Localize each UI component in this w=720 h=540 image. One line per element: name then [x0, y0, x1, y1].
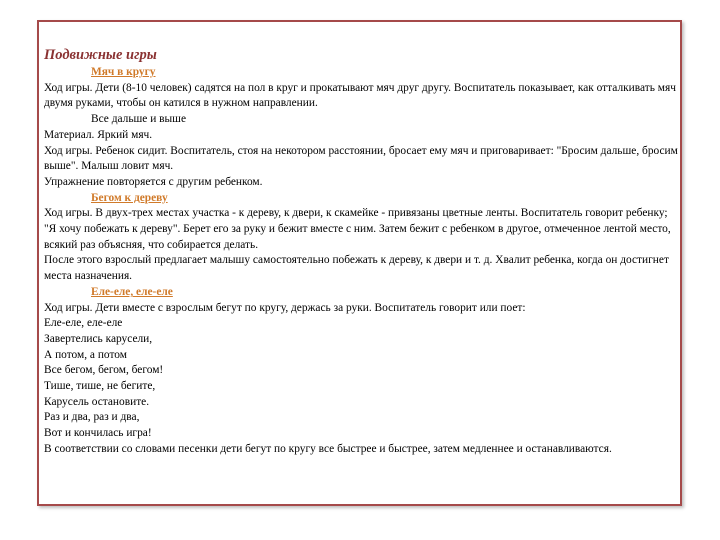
slide-frame — [37, 20, 682, 506]
game3-followup: После этого взрослый предлагает малышу самостоятельно побежать к дереву, к двери и т. д. Хвалит ребенка, когда он достигнет места назначения. — [44, 254, 669, 283]
verse-line: Раз и два, раз и два, — [44, 411, 140, 424]
verse-line: А потом, а потом — [44, 348, 127, 361]
verse-line: Тише, тише, не бегите, — [44, 380, 156, 393]
game2-repeat: Упражнение повторяется с другим ребенком. — [44, 175, 263, 188]
page-title: Подвижные игры — [44, 47, 157, 63]
game2-material: Материал. Яркий мяч. — [44, 128, 153, 141]
game2-description: Ход игры. Ребенок сидит. Воспитатель, стоя на некотором расстоянии, бросает ему мяч и приговаривает: "Бросим дальше, бросим выше". Малыш ловит мяч. — [44, 144, 678, 173]
slide-content — [44, 46, 679, 458]
game4-conclusion: В соответствии со словами песенки дети бегут по кругу все быстрее и быстрее, затем медленнее и останавливаются. — [44, 442, 612, 455]
game3-description: Ход игры. В двух-трех местах участка - к дереву, к двери, к скамейке - привязаны цветные ленты. Воспитатель говорит ребенку; "Я хочу побежать к дереву". Берет его за руку и бежит вместе с ним. Затем бежит с ребенком в другое, отмеченное лентой место, всякий раз объясняя, что собирается делать. — [44, 207, 671, 251]
verse-line: Вот и кончилась игра! — [44, 427, 152, 440]
game-heading-ball-in-circle: Мяч в кругу — [91, 66, 156, 78]
verse-line: Завертелись карусели, — [44, 332, 153, 345]
game4-description: Ход игры. Дети вместе с взрослым бегут по кругу, держась за руки. Воспитатель говорит или поет: — [44, 301, 526, 314]
game-heading-farther-higher: Все дальше и выше — [91, 113, 187, 126]
verse-line: Все бегом, бегом, бегом! — [44, 364, 164, 377]
game1-description: Ход игры. Дети (8-10 человек) садятся на пол в круг и прокатывают мяч друг другу. Воспитатель показывает, как отталкивать мяч двумя руками, чтобы он катился в нужном направлении. — [44, 81, 676, 110]
game-heading-run-to-tree: Бегом к дереву — [91, 191, 168, 204]
verse-line: Карусель остановите. — [44, 395, 150, 408]
verse-line: Еле-еле, еле-еле — [44, 317, 123, 330]
game-heading-barely: Еле-еле, еле-еле — [91, 285, 173, 298]
